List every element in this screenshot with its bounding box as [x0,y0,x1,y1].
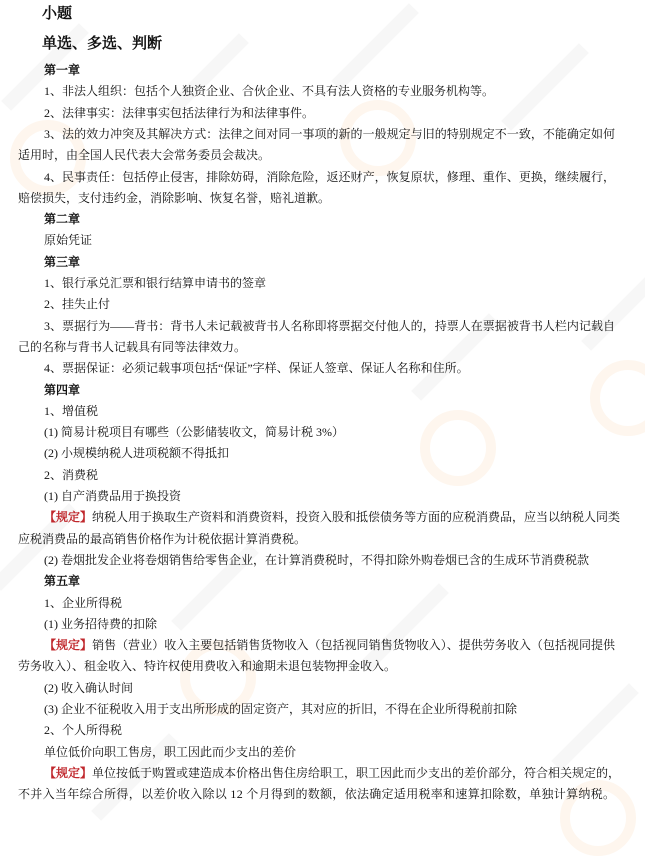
rule-label: 【规定】 [44,765,93,780]
text-line [44,232,92,248]
line-text: 原始凭证 [44,233,93,248]
text-line [18,147,270,163]
text-line [44,318,615,334]
line-text: 2、消费税 [44,467,99,482]
text-line [44,637,615,653]
chapter-heading [44,211,80,227]
line-text: (1) 简易计税项目有哪些（公影储装收文，简易计税 3%） [44,425,344,440]
rule-label: 【规定】 [44,510,93,525]
line-text: (2) 小规模纳税人进项税额不得抵扣 [44,446,229,461]
line-text: 1、增值税 [44,403,99,418]
line-text: (1) 业务招待费的扣除 [44,616,157,631]
line-text: 4、民事责任：包括停止侵害，排除妨碍，消除危险，返还财产，恢复原状，修理、重作、更换，继续履行， [44,169,616,184]
text-line [18,531,306,547]
text-line [44,595,122,611]
text-line [44,467,98,483]
line-text: 第二章 [44,212,81,227]
line-text: 己的名称与背书人记载具有同等法律效力。 [18,339,247,354]
line-text: 第一章 [44,63,81,77]
text-line [44,126,615,142]
rule-label: 【规定】 [44,638,93,653]
text-line [18,190,330,206]
chapter-heading [44,254,80,270]
line-text: 1、非法人组织：包括个人独资企业、合伙企业、不具有法人资格的专业服务机构等。 [44,84,495,99]
text-line [44,169,615,185]
watermark-stripe [331,3,419,91]
text-line [44,424,344,440]
chapter-heading [44,382,80,398]
line-text: 第三章 [44,254,81,269]
line-text: 1、企业所得税 [44,595,123,610]
chapter-heading [44,62,80,78]
line-text: 适用时，由全国人民代表大会常务委员会裁决。 [18,148,271,163]
text-line [44,680,133,696]
line-text: 2、个人所得税 [44,723,123,738]
text-line [44,445,229,461]
line-text: 3、法的效力冲突及其解决方式：法律之间对同一事项的新的一般规定与旧的特别规定不一致，不能确定如何 [44,126,616,141]
line-text: 劳务收入）、租金收入、特许权使用费收入和逾期未退包装物押金收入。 [18,659,397,674]
text-line [44,744,296,760]
text-line [44,105,314,121]
text-line [44,83,494,99]
line-text: 单位低价向职工售房，职工因此而少支出的差价 [44,744,297,759]
line-text: (1) 自产消费品用于换投资 [44,489,181,503]
line-text: 应税消费品的最高销售价格作为计税依据计算消费税。 [18,531,307,546]
text-line [44,275,266,291]
line-text: (3) 企业不征税收入用于支出所形成的固定资产，其对应的折旧，不得在企业所得税前扣除 [44,702,517,716]
line-text: 3、票据行为——背书：背书人未记载被背书人名称即将票据交付他人的，持票人在票据被背书人栏内记载自 [44,318,616,333]
text-line [44,701,517,717]
line-text: (2) 收入确认时间 [44,680,133,695]
line-text: 销售（营业）收入主要包括销售货物收入（包括视同销售货物收入）、提供劳务收入（包括视同提供 [92,638,616,653]
line-text: 2、挂失止付 [44,297,111,312]
text-line [44,765,620,781]
line-text: 第五章 [44,574,81,589]
line-text: (2) 卷烟批发企业将卷烟销售给零售企业，在计算消费税时，不得扣除外购卷烟已含的生成环节消费税款 [44,552,589,567]
watermark-logo [590,360,645,436]
text-line [44,403,98,419]
text-line [44,722,122,738]
watermark-stripe [551,683,639,771]
line-text: 1、银行承兑汇票和银行结算申请书的签章 [44,276,267,290]
text-line [18,339,246,355]
text-line [44,296,110,312]
watermark-stripe [581,263,645,351]
section-title: 小题 [42,6,73,22]
text-line [18,658,396,674]
chapter-heading [44,573,80,589]
line-text: 赔偿损失，支付违约金，消除影响、恢复名誉，赔礼道歉。 [18,190,331,205]
watermark-stripe [501,43,589,131]
line-text: 不并入当年综合所得，以差价收入除以 12 个月得到的数额，依法确定适用税率和速算扣除数，单独计算纳税。 [18,787,616,802]
text-line [44,509,620,525]
watermark-logo [420,410,496,486]
text-line [44,488,181,504]
line-text: 单位按低于购置或建造成本价格出售住房给职工，职工因此而少支出的差价部分，符合相关规定的， [92,765,621,780]
text-line [44,616,157,632]
line-text: 2、法律事实：法律事实包括法律行为和法律事件。 [44,105,315,120]
text-line [44,552,589,568]
text-line [44,360,469,376]
line-text: 4、票据保证：必须记载事项包括“保证”字样、保证人签章、保证人名称和住所。 [44,361,469,376]
line-text: 纳税人用于换取生产资料和消费资料，投资入股和抵偿债务等方面的应税消费品，应当以纳税人同类 [92,510,621,525]
line-text: 第四章 [44,382,81,397]
section-subtitle: 单选、多选、判断 [42,36,163,52]
